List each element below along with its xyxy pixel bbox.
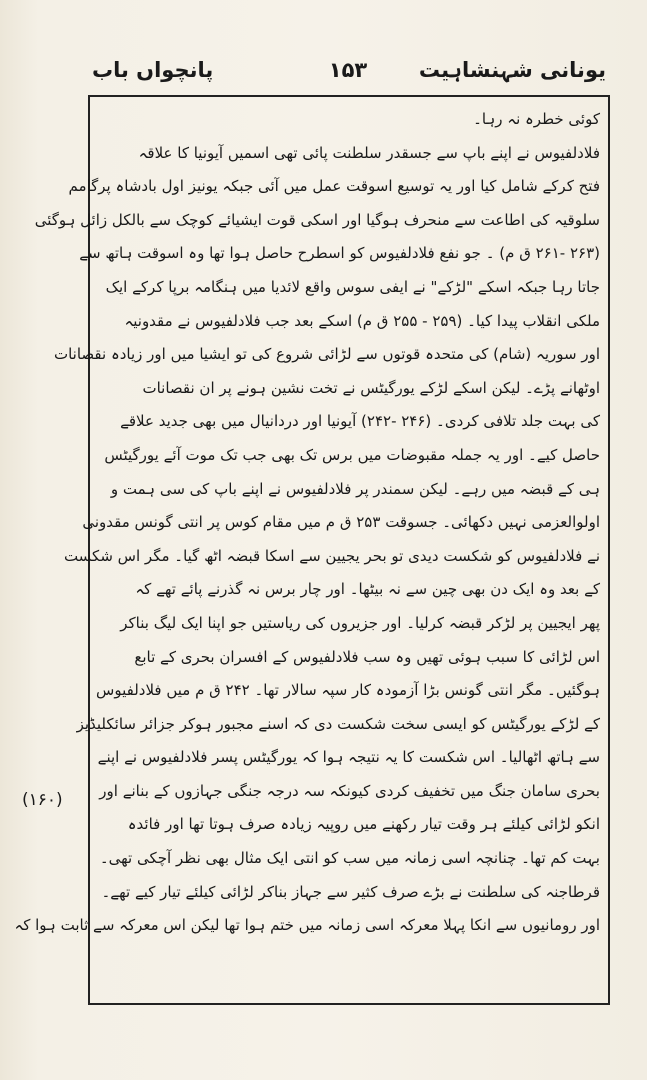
text-line: پھر ایجیین پر لڑکر قبضہ کرلیا۔ اور جزیروں کی ریاستیں جو اپنا ایک لیگ بناکر bbox=[120, 613, 600, 632]
text-line: ہوگئیں۔ مگر انتی گونس بڑا آزمودہ کار سپہ سالار تھا۔ ۲۴۲ ق م میں فلادلفیوس bbox=[96, 681, 600, 700]
page-number: ۱۵۳ bbox=[328, 58, 368, 82]
text-line: جاتا رہا جبکہ اسکے "لڑکے" نے ایفی سوس واقع لائدیا میں ہنگامہ برپا کرکے ایک bbox=[105, 277, 600, 296]
text-line: ملکی انقلاب پیدا کیا۔ (۲۵۹ - ۲۵۵ ق م) اسکے بعد جب فلادلفیوس نے مقدونیہ bbox=[124, 311, 600, 330]
text-line: سلوقیہ کی اطاعت سے منحرف ہوگیا اور اسکی قوت ایشیائے کوچک سے بالکل زائل ہوگئی bbox=[34, 210, 600, 229]
running-header bbox=[88, 52, 608, 92]
text-line: سے ہاتھ اٹھالیا۔ اس شکست کا یہ نتیجہ ہوا کہ یورگیٹس پسر فلادلفیوس نے اپنے bbox=[97, 748, 600, 767]
text-line: اوٹھانے پڑے۔ لیکن اسکے لڑکے یورگیٹس نے تخت نشین ہونے پر ان نقصانات bbox=[142, 378, 600, 397]
header-book-title: یونانی شہنشاہیت bbox=[418, 58, 606, 82]
text-line: فلادلفیوس نے اپنے باپ سے جسقدر سلطنت پائی تھی اسمیں آیونیا کا علاقہ bbox=[138, 143, 600, 162]
text-line: اور رومانیوں سے انکا پہلا معرکہ اسی زمانہ میں ختم ہوا تھا لیکن اس معرکہ سے ثابت ہوا کہ bbox=[14, 916, 600, 935]
text-line: کے لڑکے یورگیٹس کو ایسی سخت شکست دی کہ اسنے مجبور ہوکر جزائر سائکلیڈیز bbox=[76, 714, 600, 733]
text-line: قرطاجنہ کی سلطنت نے بڑے صرف کثیر سے جہاز بناکر لڑائی کیلئے تیار کیے تھے۔ bbox=[101, 882, 600, 901]
text-line: کی بہت جلد تلافی کردی۔ (۲۴۶ -۲۴۲) آیونیا اور دردانیال میں بھی جدید علاقے bbox=[120, 412, 600, 431]
text-line: اور سوریہ (شام) کی متحدہ قوتوں سے لڑائی شروع کی تو ایشیا میں اور زیادہ نقصانات bbox=[53, 345, 600, 364]
text-line: حاصل کیے۔ اور یہ جملہ مقبوضات میں برس تک بھی جب تک موت آئے یورگیٹس bbox=[104, 445, 600, 464]
text-line: ہی کے قبضہ میں رہے۔ لیکن سمندر پر فلادلفیوس نے اپنے باپ کی سی ہمت و bbox=[110, 479, 600, 498]
text-line: (۲۶۳ -۲۶۱ ق م) ۔ جو نفع فلادلفیوس کو اسطرح حاصل ہوا تھا وہ اسوقت ہاتھ سے bbox=[79, 244, 600, 263]
text-line: بحری سامان جنگ میں تخفیف کردی کیونکہ سہ درجہ جنگی جہازوں کے بنانے اور bbox=[99, 781, 600, 800]
text-line: کے بعد وہ ایک دن بھی چین سے نہ بیٹھا۔ اور چار برس نہ گذرنے پائے تھے کہ bbox=[135, 580, 600, 599]
text-line: فتح کرکے شامل کیا اور یہ توسیع اسوقت عمل میں آئی جبکہ یونیز اول بادشاہ پرگامم bbox=[68, 177, 600, 196]
text-line: نے فلادلفیوس کو شکست دیدی تو بحر یجیین سے اسکا قبضہ اٹھ گیا۔ مگر اس شکست bbox=[63, 546, 600, 565]
text-line: بہت کم تھا۔ چنانچہ اسی زمانہ میں سب کو انتی ایک مثال بھی نظر آچکی تھی۔ bbox=[99, 849, 600, 868]
text-line: انکو لڑائی کیلئے ہر وقت تیار رکھنے میں روپیہ زیادہ صرف ہوتا تھا اور فائدہ bbox=[127, 815, 600, 834]
header-chapter-title: پانچواں باب bbox=[92, 58, 214, 82]
text-line: اس لڑائی کا سبب ہوئی تھیں وہ سب فلادلفیوس کے افسران بحری کے تابع bbox=[134, 647, 600, 666]
text-line: اولوالعزمی نہیں دکھائی۔ جسوقت ۲۵۳ ق م میں مقام کوس پر انتی گونس مقدونی bbox=[82, 513, 600, 532]
margin-page-reference: (۱۶۰) bbox=[22, 790, 63, 810]
text-line: کوئی خطرہ نہ رہا۔ bbox=[473, 110, 600, 128]
